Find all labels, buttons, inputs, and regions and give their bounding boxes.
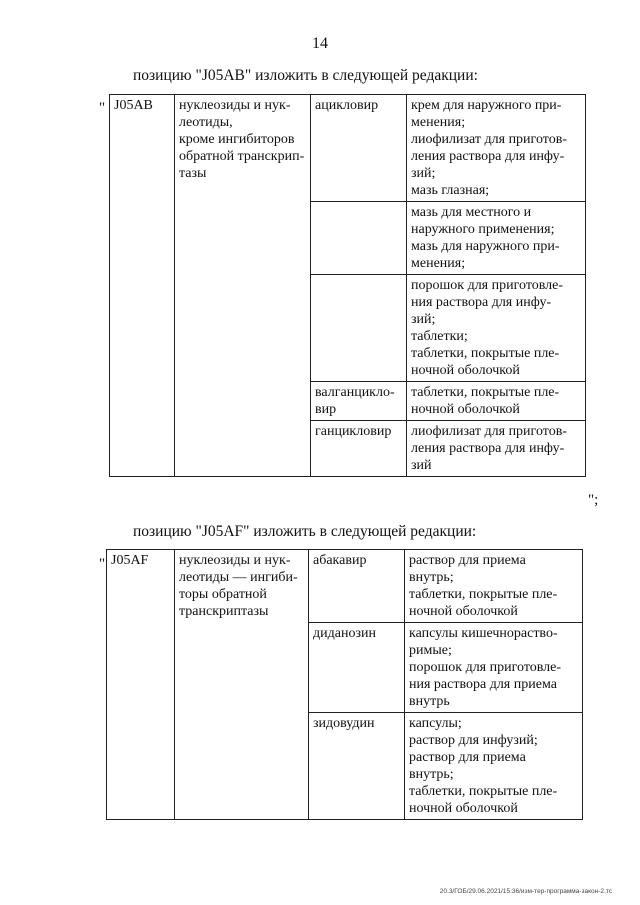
dosage-form-line: зий xyxy=(411,458,432,473)
drug-name xyxy=(309,550,405,623)
atc-group-name-line: кроме ингибиторов xyxy=(179,132,295,147)
drug-name xyxy=(311,202,407,275)
dosage-form-line: ления раствора для инфу- xyxy=(411,149,565,164)
atc-table-j05ab xyxy=(109,94,586,477)
atc-group-name-line: нуклеозиды и нук- xyxy=(179,98,291,113)
dosage-form-line: таблетки, покрытые пле- xyxy=(409,784,558,799)
table-row xyxy=(110,95,586,202)
dosage-form-line: таблетки, покрытые пле- xyxy=(409,587,558,602)
drug-name xyxy=(311,95,407,202)
dosage-form-line: ночной оболочкой xyxy=(409,604,518,619)
dosage-form-line: наружного применения; xyxy=(411,222,555,237)
dosage-form xyxy=(407,382,586,421)
dosage-form-line: ния раствора для приема xyxy=(409,677,557,692)
dosage-form-line: лиофилизат для приготов- xyxy=(411,424,567,439)
atc-table-j05af xyxy=(106,549,583,820)
dosage-form-line: ночной оболочкой xyxy=(409,801,518,816)
dosage-form-line: таблетки, покрытые пле- xyxy=(411,346,560,361)
drug-name xyxy=(309,713,405,820)
dosage-form-line: менения; xyxy=(411,115,466,130)
drug-name xyxy=(311,275,407,382)
drug-name-line: ацикловир xyxy=(315,98,379,113)
atc-group-name-line: торы обратной xyxy=(179,587,267,602)
dosage-form xyxy=(407,202,586,275)
dosage-form xyxy=(405,623,583,713)
dosage-form-line: внутрь; xyxy=(409,767,454,782)
drug-name-line: валганцикло- xyxy=(315,385,395,400)
atc-group-name-line: леотиды — ингиби- xyxy=(179,570,298,585)
dosage-form-line: раствор для приема xyxy=(409,750,526,765)
atc-group-name-line: тазы xyxy=(179,166,207,181)
open-quote: " xyxy=(99,556,106,572)
drug-name-line: диданозин xyxy=(313,626,376,641)
section-intro-j05ab: позицию "J05AB" изложить в следующей редакции: xyxy=(133,67,478,84)
drug-name-line: зидовудин xyxy=(313,716,375,731)
dosage-form-line: раствор для инфузий; xyxy=(409,733,538,748)
drug-name-line: абакавир xyxy=(313,553,367,568)
dosage-form-line: таблетки; xyxy=(411,329,468,344)
dosage-form-line: порошок для приготовле- xyxy=(409,660,562,675)
page-number: 14 xyxy=(312,35,328,52)
dosage-form-line: мазь глазная; xyxy=(411,183,490,198)
open-quote: " xyxy=(99,100,106,116)
dosage-form-line: лиофилизат для приготов- xyxy=(411,132,567,147)
atc-group-name-line: обратной транскрип- xyxy=(179,149,305,164)
atc-code: J05AF xyxy=(107,550,175,820)
dosage-form-line: порошок для приготовле- xyxy=(411,278,564,293)
dosage-form-line: капсулы кишечнораство- xyxy=(409,626,558,641)
atc-group-name xyxy=(175,95,311,477)
dosage-form-line: ночной оболочкой xyxy=(411,402,520,417)
dosage-form-line: менения; xyxy=(411,256,466,271)
dosage-form-line: зий; xyxy=(411,166,436,181)
dosage-form-line: зий; xyxy=(411,312,436,327)
section-intro-j05af: позицию "J05AF" изложить в следующей редакции: xyxy=(133,523,477,540)
dosage-form-line: внутрь; xyxy=(409,570,454,585)
dosage-form xyxy=(407,95,586,202)
drug-name xyxy=(309,623,405,713)
dosage-form xyxy=(407,421,586,477)
dosage-form-line: ния раствора для инфу- xyxy=(411,295,552,310)
drug-name xyxy=(311,421,407,477)
dosage-form-line: римые; xyxy=(409,643,452,658)
footer-stamp: 20.3/ГОБ/29.06.2021/15:36/изм-тер-программа-закон-2.тс xyxy=(439,888,612,895)
drug-name xyxy=(311,382,407,421)
dosage-form-line: таблетки, покрытые пле- xyxy=(411,385,560,400)
dosage-form xyxy=(405,713,583,820)
atc-group-name-line: транскриптазы xyxy=(179,604,269,619)
dosage-form xyxy=(407,275,586,382)
atc-group-name-line: леотиды, xyxy=(179,115,233,130)
drug-name-line: вир xyxy=(315,402,337,417)
dosage-form-line: мазь для местного и xyxy=(411,205,532,220)
dosage-form-line: крем для наружного при- xyxy=(411,98,562,113)
atc-group-name xyxy=(175,550,309,820)
table-row xyxy=(107,550,583,623)
dosage-form-line: мазь для наружного при- xyxy=(411,239,560,254)
dosage-form-line: ления раствора для инфу- xyxy=(411,441,565,456)
dosage-form-line: внутрь xyxy=(409,694,450,709)
dosage-form-line: капсулы; xyxy=(409,716,462,731)
dosage-form xyxy=(405,550,583,623)
atc-group-name-line: нуклеозиды и нук- xyxy=(179,553,291,568)
dosage-form-line: ночной оболочкой xyxy=(411,363,520,378)
atc-code: J05AB xyxy=(110,95,175,477)
drug-name-line: ганцикловир xyxy=(315,424,392,439)
dosage-form-line: раствор для приема xyxy=(409,553,526,568)
close-quote: "; xyxy=(588,492,599,508)
